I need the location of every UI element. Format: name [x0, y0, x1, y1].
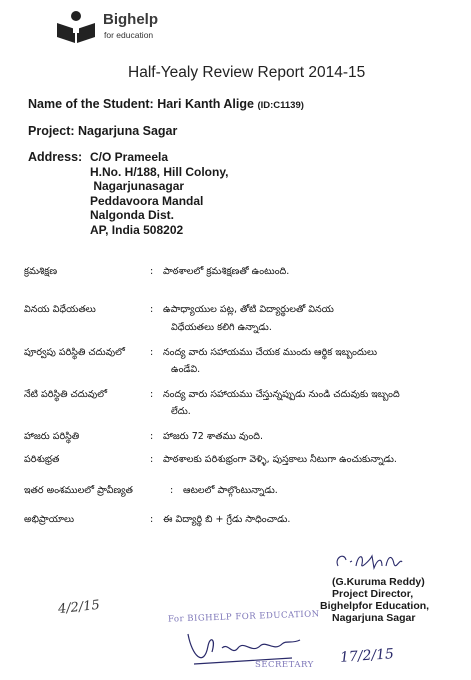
- address-line: Nagarjunasagar: [90, 179, 185, 194]
- project-label: Project:: [28, 124, 75, 138]
- student-line: [28, 97, 304, 111]
- review-value-current-status: నంద్య వారు సహాయము చేస్తున్నప్పుడు నుండి చదువుకు ఇబ్బంది: [163, 389, 400, 400]
- signatory-name: (G.Kuruma Reddy): [332, 576, 425, 588]
- student-label: Name of the Student:: [28, 97, 154, 111]
- review-value-past-status-cont: ఉండేవి.: [171, 364, 201, 375]
- review-value-respect-cont: విధేయతలు కలిగి ఉన్నాడు.: [171, 322, 272, 333]
- logo-tagline: for education: [104, 30, 154, 40]
- secretary-signature: [182, 628, 342, 673]
- review-value-discipline: పాఠశాలలో క్రమశిక్షణతో ఉంటుంది.: [163, 266, 290, 277]
- handwritten-date-right: 17/2/15: [339, 646, 395, 666]
- address-line: C/O Prameela: [90, 150, 169, 164]
- address-line: AP, India 508202: [90, 222, 184, 237]
- review-label-respect: వినయ విధేయతలు: [24, 304, 96, 315]
- project-line: [28, 124, 177, 138]
- report-title: Half-Yealy Review Report 2014-15: [128, 64, 366, 81]
- review-colon: :: [150, 266, 154, 277]
- address-block: [90, 150, 228, 238]
- review-label-past-status: పూర్వపు పరిస్థితి చదువులో: [24, 347, 125, 358]
- review-value-opinion: ఈ విద్యార్థి బి + గ్రేడు సాధించాడు.: [163, 514, 291, 525]
- review-label-other-skills: ఇతర అంశములలో ప్రావీణ్యత: [24, 485, 133, 496]
- review-colon: :: [150, 304, 154, 315]
- organisation-stamp: For BIGHELP FOR EDUCATION: [167, 609, 320, 625]
- review-colon: :: [170, 485, 174, 496]
- review-colon: :: [150, 347, 154, 358]
- review-label-cleanliness: పరిశుభ్రత: [24, 454, 60, 465]
- review-value-respect: ఉపాధ్యాయుల పట్ల, తోటి విద్యార్థులతో వినయ: [163, 304, 334, 315]
- review-colon: :: [150, 431, 154, 442]
- stamp-secretary: SECRETARY: [255, 660, 314, 670]
- signatory-role: Project Director,: [332, 588, 414, 600]
- review-label-opinion: అభిప్రాయాలు: [24, 514, 75, 525]
- review-value-attendance: హాజరు 72 శాతము వుంది.: [163, 431, 263, 442]
- student-id: (ID:C1139): [257, 100, 304, 111]
- address-line: Nalgonda Dist.: [90, 208, 175, 223]
- review-value-current-status-cont: లేదు.: [171, 406, 191, 417]
- review-value-past-status: నంద్య వారు సహాయము చేయక ముందు ఆర్థిక ఇబ్బందులు: [163, 347, 377, 358]
- handwritten-date-left: 4/2/15: [57, 597, 101, 618]
- graduate-logo-icon: [55, 9, 97, 43]
- signatory-place: Nagarjuna Sagar: [332, 612, 416, 624]
- review-colon: :: [150, 454, 154, 465]
- address-label: Address:: [28, 150, 83, 164]
- review-colon: :: [150, 389, 154, 400]
- address-line: H.No. H/188, Hill Colony,: [90, 164, 229, 179]
- review-label-discipline: క్రమశిక్షణ: [24, 266, 58, 277]
- review-label-current-status: నేటి పరిస్థితి చదువులో: [24, 389, 107, 400]
- review-label-attendance: హాజరు పరిస్థితి: [24, 431, 80, 442]
- logo-name: Bighelp: [103, 11, 158, 28]
- director-signature: [330, 548, 410, 576]
- project-name: Nagarjuna Sagar: [78, 124, 178, 138]
- student-name: Hari Kanth Alige: [157, 97, 254, 111]
- address-line: Peddavoora Mandal: [90, 193, 204, 208]
- signatory-org: Bighelpfor Education,: [320, 600, 430, 612]
- bighelp-logo: [55, 9, 175, 43]
- review-value-other-skills: ఆటలలో పాల్గొంటున్నాడు.: [183, 485, 278, 496]
- review-value-cleanliness: పాఠశాలకు పరిశుభ్రంగా వెళ్ళి, పుస్తకాలు నీటుగా ఉంచుకున్నాడు.: [163, 454, 397, 465]
- review-colon: :: [150, 514, 154, 525]
